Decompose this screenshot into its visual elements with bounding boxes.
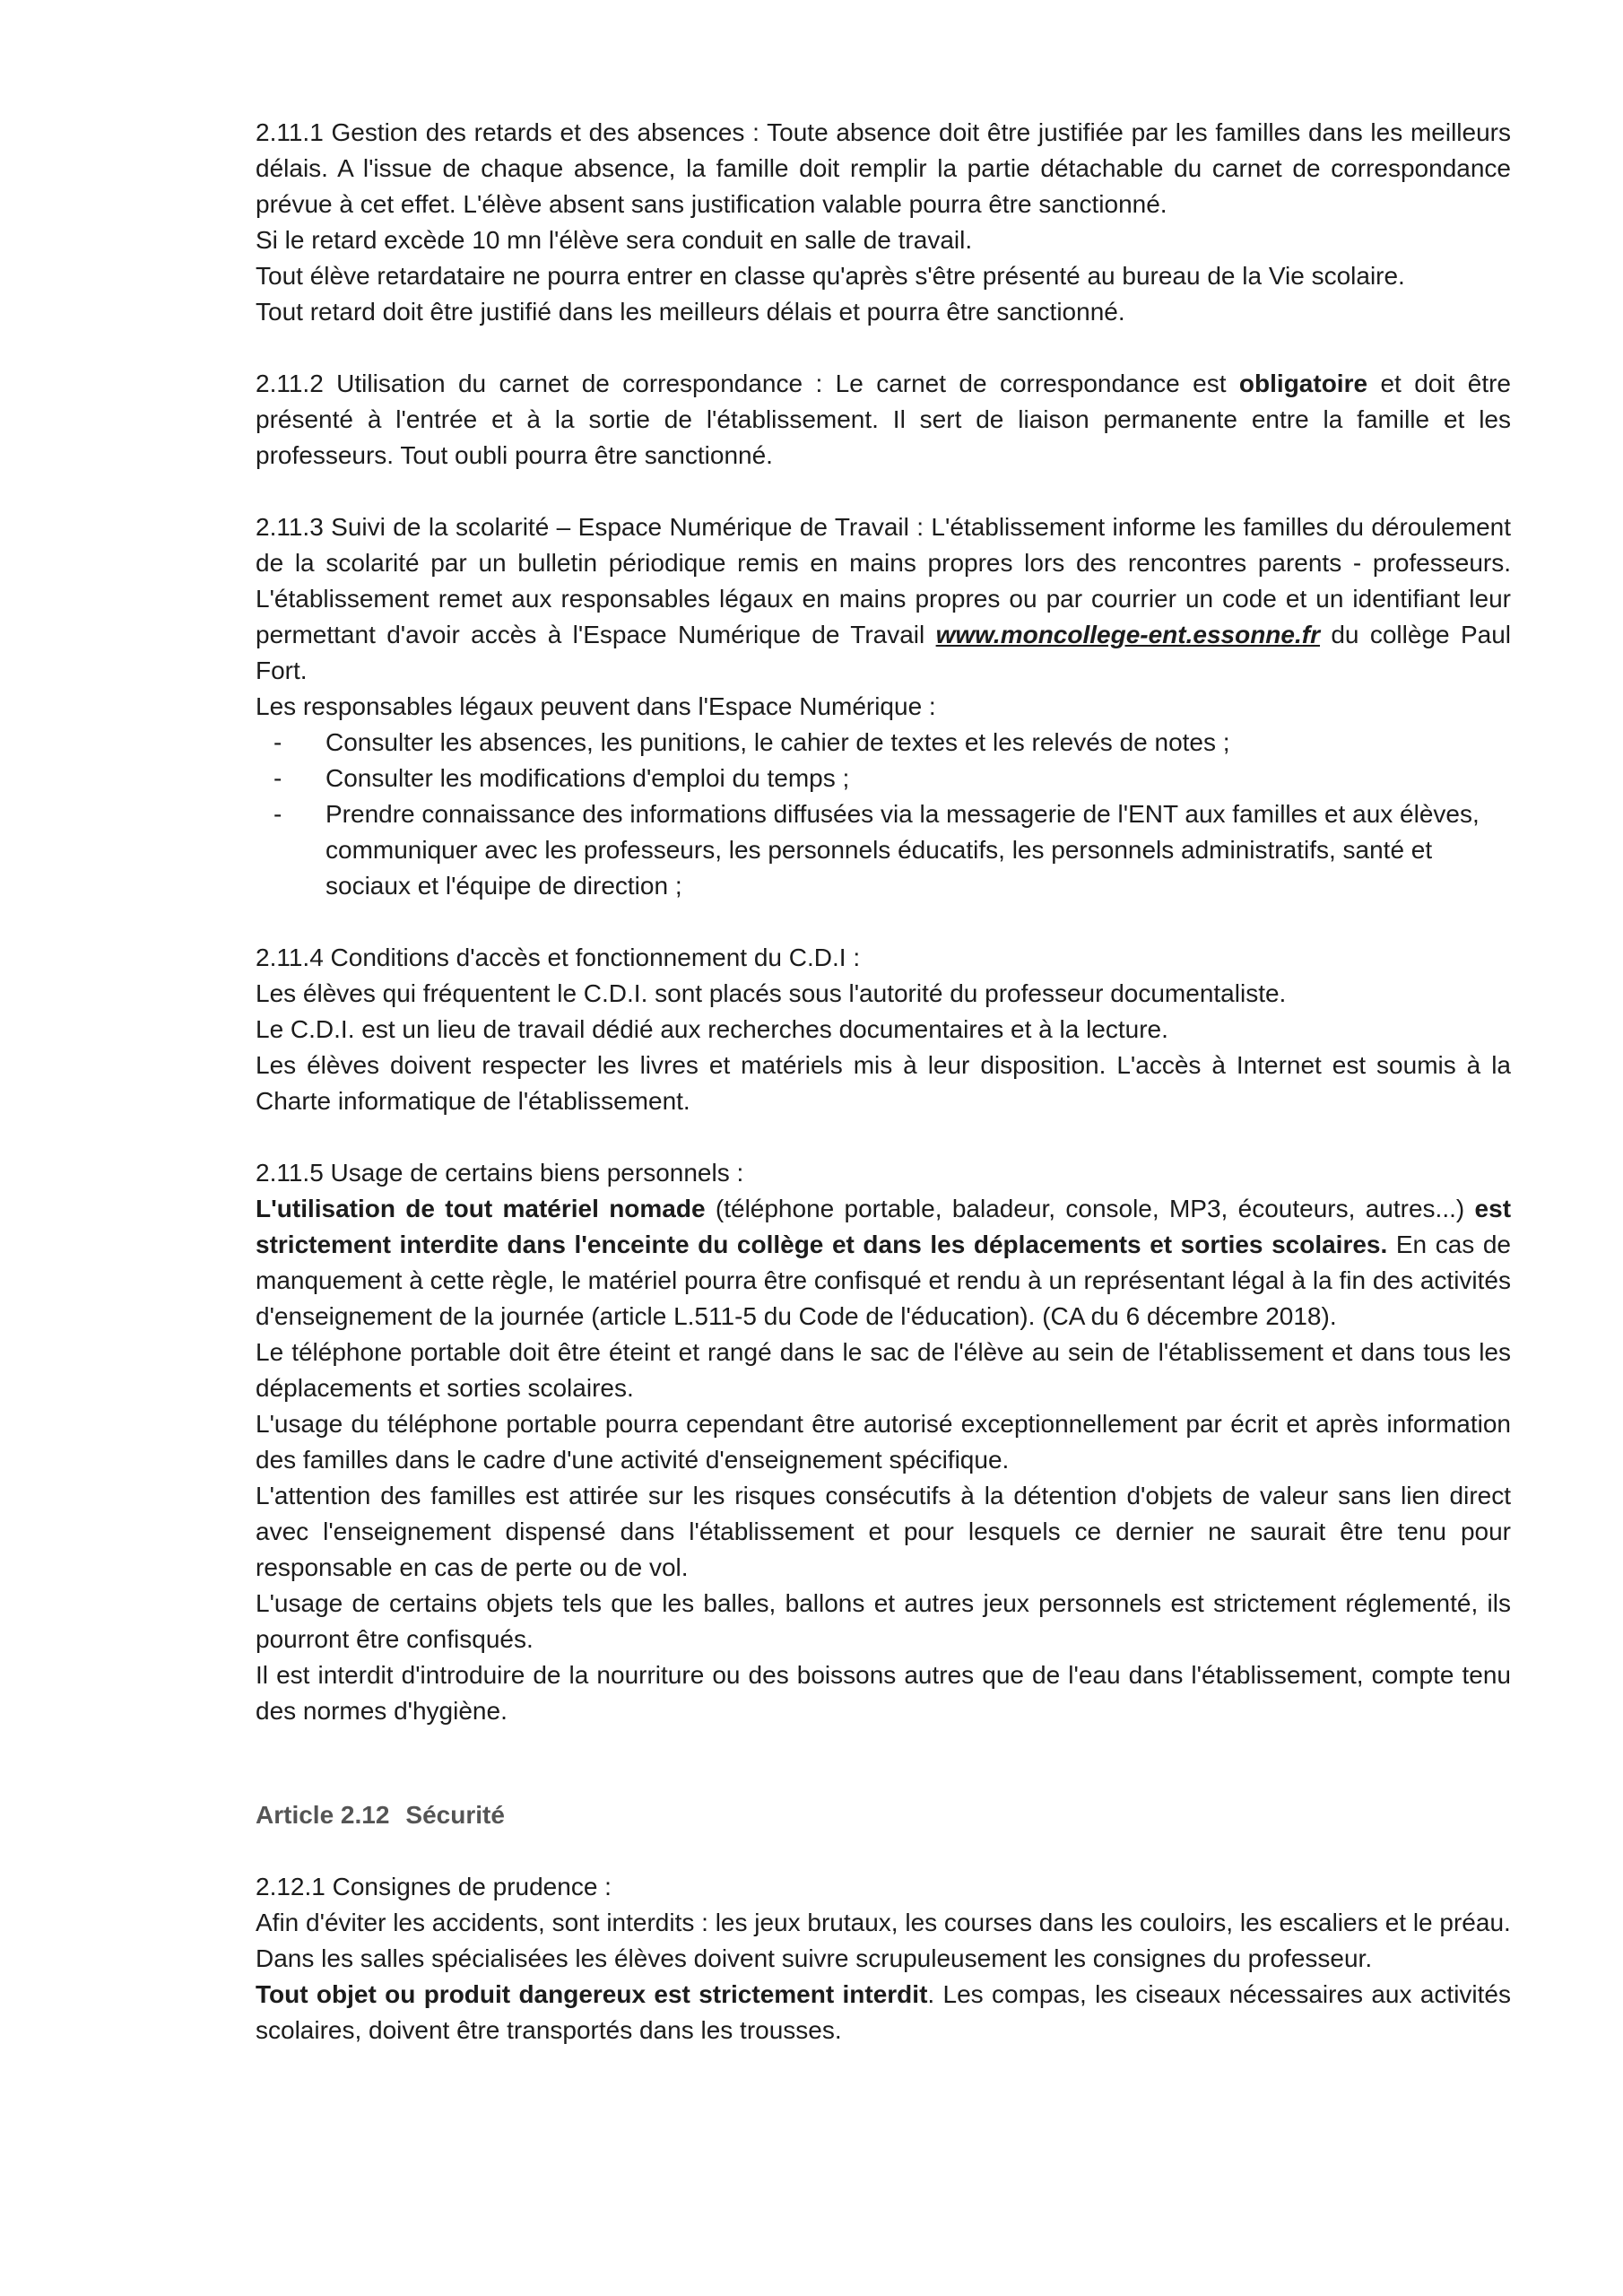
paragraph: 2.11.1 Gestion des retards et des absences : Toute absence doit être justifiée par les familles dans les meilleurs délais. A l'issue de chaque absence, la famille doit remplir la partie détachable du carnet de correspondance prévue à cet effet. L'élève absent sans justification valable pourra être sanctionné. — [256, 118, 1511, 218]
paragraph: Les responsables légaux peuvent dans l'Espace Numérique : — [256, 692, 936, 720]
bold-text: obligatoire — [1238, 370, 1368, 397]
paragraph — [256, 509, 1511, 689]
section-2-12-1 — [256, 1869, 1511, 2048]
ent-link[interactable]: www.moncollege-ent.essonne.fr — [935, 621, 1320, 648]
bold-text: est strictement interdite dans l'enceinte du collège et dans les déplacements et sorties scolaires. — [256, 1195, 1512, 1258]
text-run: En cas de manquement à cette règle, le matériel pourra être confisqué et rendu à un représentant légal à la fin des activités d'enseignement de la journée (article L.511-5 du Code de l'éducation). (CA du 6 décembre 2018). — [256, 1231, 1511, 1330]
paragraph: Tout retard doit être justifié dans les meilleurs délais et pourra être sanctionné. — [256, 298, 1125, 326]
bullet-list — [256, 725, 1511, 904]
dash-bullet: - — [273, 728, 282, 756]
paragraph: Dans les salles spécialisées les élèves doivent suivre scrupuleusement les consignes du professeur. — [256, 1944, 1373, 1972]
text-run: 2.11.2 Utilisation du carnet de correspondance : Le carnet de correspondance est — [256, 370, 1239, 397]
paragraph — [256, 366, 1511, 474]
article-title — [256, 1797, 1511, 1833]
article-name: Sécurité — [405, 1801, 505, 1829]
list-item-text: Consulter les modifications d'emploi du temps ; — [325, 764, 850, 792]
paragraph: Il est interdit d'introduire de la nourriture ou des boissons autres que de l'eau dans l'établissement, compte tenu des normes d'hygiène. — [256, 1661, 1511, 1725]
section-2-11-2 — [256, 366, 1511, 474]
paragraph: Tout élève retardataire ne pourra entrer en classe qu'après s'être présenté au bureau de la Vie scolaire. — [256, 262, 1405, 290]
dash-bullet: - — [273, 800, 282, 828]
paragraph: L'usage de certains objets tels que les balles, ballons et autres jeux personnels est strictement réglementé, ils pourront être confisqués. — [256, 1589, 1511, 1653]
section-2-11-3 — [256, 509, 1511, 904]
dash-bullet: - — [273, 764, 282, 792]
section-heading: 2.11.4 Conditions d'accès et fonctionnement du C.D.I : — [256, 944, 861, 971]
paragraph — [256, 1191, 1511, 1335]
paragraph: L'attention des familles est attirée sur les risques consécutifs à la détention d'objets de valeur sans lien direct avec l'enseignement dispensé dans l'établissement et pour lesquels ce dernier ne saurait être tenu pour responsable en cas de perte ou de vol. — [256, 1482, 1511, 1581]
bold-text: Tout objet ou produit dangereux est strictement interdit — [256, 1980, 928, 2008]
list-item — [256, 725, 1511, 761]
text-run: (téléphone portable, baladeur, console, MP3, écouteurs, autres...) — [705, 1195, 1475, 1222]
text-run: 2.11.3 Suivi de la scolarité – Espace Numérique de Travail : L'établissement informe les familles du déroulement de la scolarité par un bulletin périodique remis en mains propres lors des rencontres parents - professeurs. L'établissement remet aux responsables légaux en mains propres ou par courrier un code et un identifiant leur permettant d'avoir accès à l'Espace Numérique de Travail — [256, 513, 1511, 648]
paragraph: Les élèves qui fréquentent le C.D.I. sont placés sous l'autorité du professeur documentaliste. — [256, 979, 1287, 1007]
list-item — [256, 761, 1511, 796]
paragraph: Le téléphone portable doit être éteint et rangé dans le sac de l'élève au sein de l'établissement et dans tous les déplacements et sorties scolaires. — [256, 1338, 1511, 1402]
section-2-11-4 — [256, 940, 1511, 1119]
text-run: et doit être présenté à l'entrée et à la sortie de l'établissement. Il sert de liaison permanente entre la famille et les professeurs. Tout oubli pourra être sanctionné. — [256, 370, 1511, 469]
paragraph: Le C.D.I. est un lieu de travail dédié aux recherches documentaires et à la lecture. — [256, 1015, 1168, 1043]
section-heading: 2.12.1 Consignes de prudence : — [256, 1873, 612, 1900]
paragraph: Les élèves doivent respecter les livres et matériels mis à leur disposition. L'accès à Internet est soumis à la Charte informatique de l'établissement. — [256, 1051, 1511, 1115]
section-2-11-5 — [256, 1155, 1511, 1729]
paragraph: L'usage du téléphone portable pourra cependant être autorisé exceptionnellement par écrit et après information des familles dans le cadre d'une activité d'enseignement spécifique. — [256, 1410, 1511, 1474]
section-heading: 2.11.5 Usage de certains biens personnels : — [256, 1159, 744, 1187]
paragraph: Afin d'éviter les accidents, sont interdits : les jeux brutaux, les courses dans les couloirs, les escaliers et le préau. — [256, 1909, 1511, 1936]
text-run: . Les compas, les ciseaux nécessaires aux activités scolaires, doivent être transportés dans les trousses. — [256, 1980, 1512, 2044]
paragraph: Si le retard excède 10 mn l'élève sera conduit en salle de travail. — [256, 226, 973, 254]
list-item-text: Consulter les absences, les punitions, le cahier de textes et les relevés de notes ; — [325, 728, 1230, 756]
document-body — [256, 115, 1511, 2048]
text-run: du collège Paul Fort. — [256, 621, 1511, 684]
list-item — [256, 796, 1511, 904]
section-2-11-1 — [256, 115, 1511, 330]
article-number: Article 2.12 — [256, 1801, 390, 1829]
bold-text: L'utilisation de tout matériel nomade — [256, 1195, 706, 1222]
paragraph — [256, 1977, 1511, 2048]
list-item-text: Prendre connaissance des informations diffusées via la messagerie de l'ENT aux familles et aux élèves, communiquer avec les professeurs, les personnels éducatifs, les personnels administratifs, santé et sociaux et l'équipe de direction ; — [325, 800, 1480, 900]
